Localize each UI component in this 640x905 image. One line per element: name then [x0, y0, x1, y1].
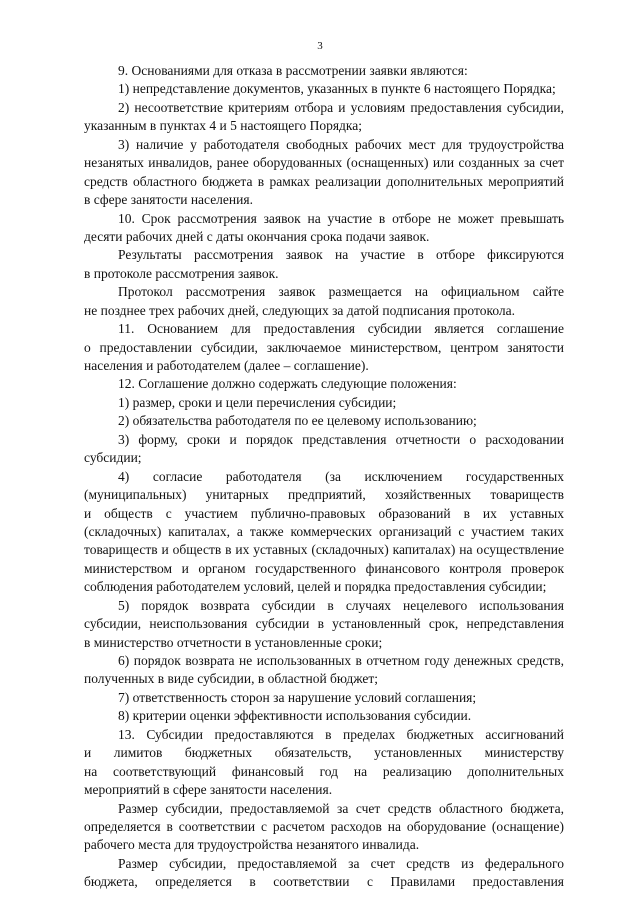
text-line: десяти рабочих дней с даты окончания срока подачи заявок. — [84, 228, 430, 244]
page-number: 3 — [317, 40, 323, 52]
text-line: соблюдения работодателем условий, целей и порядка предоставления субсидии; — [84, 579, 547, 595]
text-line: 7) ответственность сторон за нарушение условий соглашения; — [118, 689, 477, 705]
text-line: на соответствующий финансовый год на реализацию дополнительных — [84, 763, 564, 779]
text-line: не позднее трех рабочих дней, следующих за датой подписания протокола. — [84, 302, 515, 318]
text-line: 2) несоответствие критериям отбора и условиям предоставления субсидии, — [118, 99, 564, 115]
text-line: товариществ и обществ в их уставных (складочных) капиталах) на осуществление — [84, 542, 564, 558]
text-line: 6) порядок возврата не использованных в отчетном году денежных средств, — [118, 653, 564, 668]
text-line: министерством и органом государственного финансового контроля проверок — [84, 560, 564, 576]
text-line: 2) обязательства работодателя по ее целевому использованию; — [118, 413, 477, 429]
text-line: 1) непредставление документов, указанных в пункте 6 настоящего Порядка; — [118, 81, 556, 97]
text-line: определяется в соответствии с расчетом расходов на оборудование (оснащение) — [84, 818, 564, 834]
text-line: в сфере занятости населения. — [84, 192, 253, 208]
text-line: Результаты рассмотрения заявок на участие в отборе фиксируются — [118, 247, 564, 263]
text-line: бюджета, определяется в соответствии с Правилами предоставления — [84, 874, 564, 890]
text-line: 1) размер, сроки и цели перечисления субсидии; — [118, 394, 397, 410]
text-line: 3) форму, сроки и порядок представления отчетности о расходовании — [118, 431, 564, 447]
text-line: 8) критерии оценки эффективности использования субсидии. — [118, 708, 472, 724]
text-line: 13. Субсидии предоставляются в пределах бюджетных ассигнований — [118, 726, 564, 742]
text-line: рабочего места для трудоустройства незанятого инвалида. — [84, 837, 420, 853]
text-line: 5) порядок возврата субсидии в случаях нецелевого использования — [118, 597, 564, 613]
text-line: 11. Основанием для предоставления субсидии является соглашение — [118, 321, 564, 337]
text-line: средств областного бюджета в рамках реализации дополнительных мероприятий — [84, 173, 564, 189]
text-line: 9. Основаниями для отказа в рассмотрении заявки являются: — [118, 63, 468, 78]
text-line: в министерство отчетности в установленные сроки; — [84, 634, 383, 650]
text-line: 4) согласие работодателя (за исключением государственных — [118, 468, 564, 484]
text-line: 3) наличие у работодателя свободных рабочих мест для трудоустройства — [118, 136, 564, 152]
text-line: и лимитов бюджетных обязательств, установленных министерству — [84, 745, 564, 761]
text-line: населения и работодателем (далее – соглашение). — [84, 358, 369, 373]
text-line: 10. Срок рассмотрения заявок на участие в отборе не может превышать — [118, 210, 564, 226]
text-line: субсидии; — [84, 450, 142, 466]
text-line: мероприятий в сфере занятости населения. — [84, 782, 333, 798]
text-line: Размер субсидии, предоставляемой за счет средств из федерального — [118, 855, 564, 871]
text-line: указанным в пунктах 4 и 5 настоящего Порядка; — [84, 118, 362, 134]
text-line: Размер субсидии, предоставляемой за счет средств областного бюджета, — [118, 800, 564, 816]
document-body — [84, 62, 564, 892]
text-line: о предоставлении субсидии, заключаемое министерством, центром занятости — [84, 339, 564, 355]
text-line: Протокол рассмотрения заявок размещается на официальном сайте — [118, 284, 564, 300]
text-line: 12. Соглашение должно содержать следующие положения: — [118, 376, 457, 392]
text-line: (муниципальных) унитарных предприятий, хозяйственных товариществ — [84, 487, 564, 503]
text-line: и обществ с участием публично-правовых образований в их уставных — [84, 505, 564, 521]
text-line: (складочных) капиталах, а также коммерческих организаций с участием таких — [84, 523, 564, 539]
text-line: в протоколе рассмотрения заявок. — [84, 265, 279, 281]
text-line: незанятых инвалидов, ранее оборудованных (оснащенных) или созданных за счет — [84, 155, 564, 171]
text-line: полученных в виде субсидии, в областной бюджет; — [84, 671, 378, 687]
text-line: субсидии, неиспользования субсидии в установленный срок, непредставления — [84, 616, 564, 632]
